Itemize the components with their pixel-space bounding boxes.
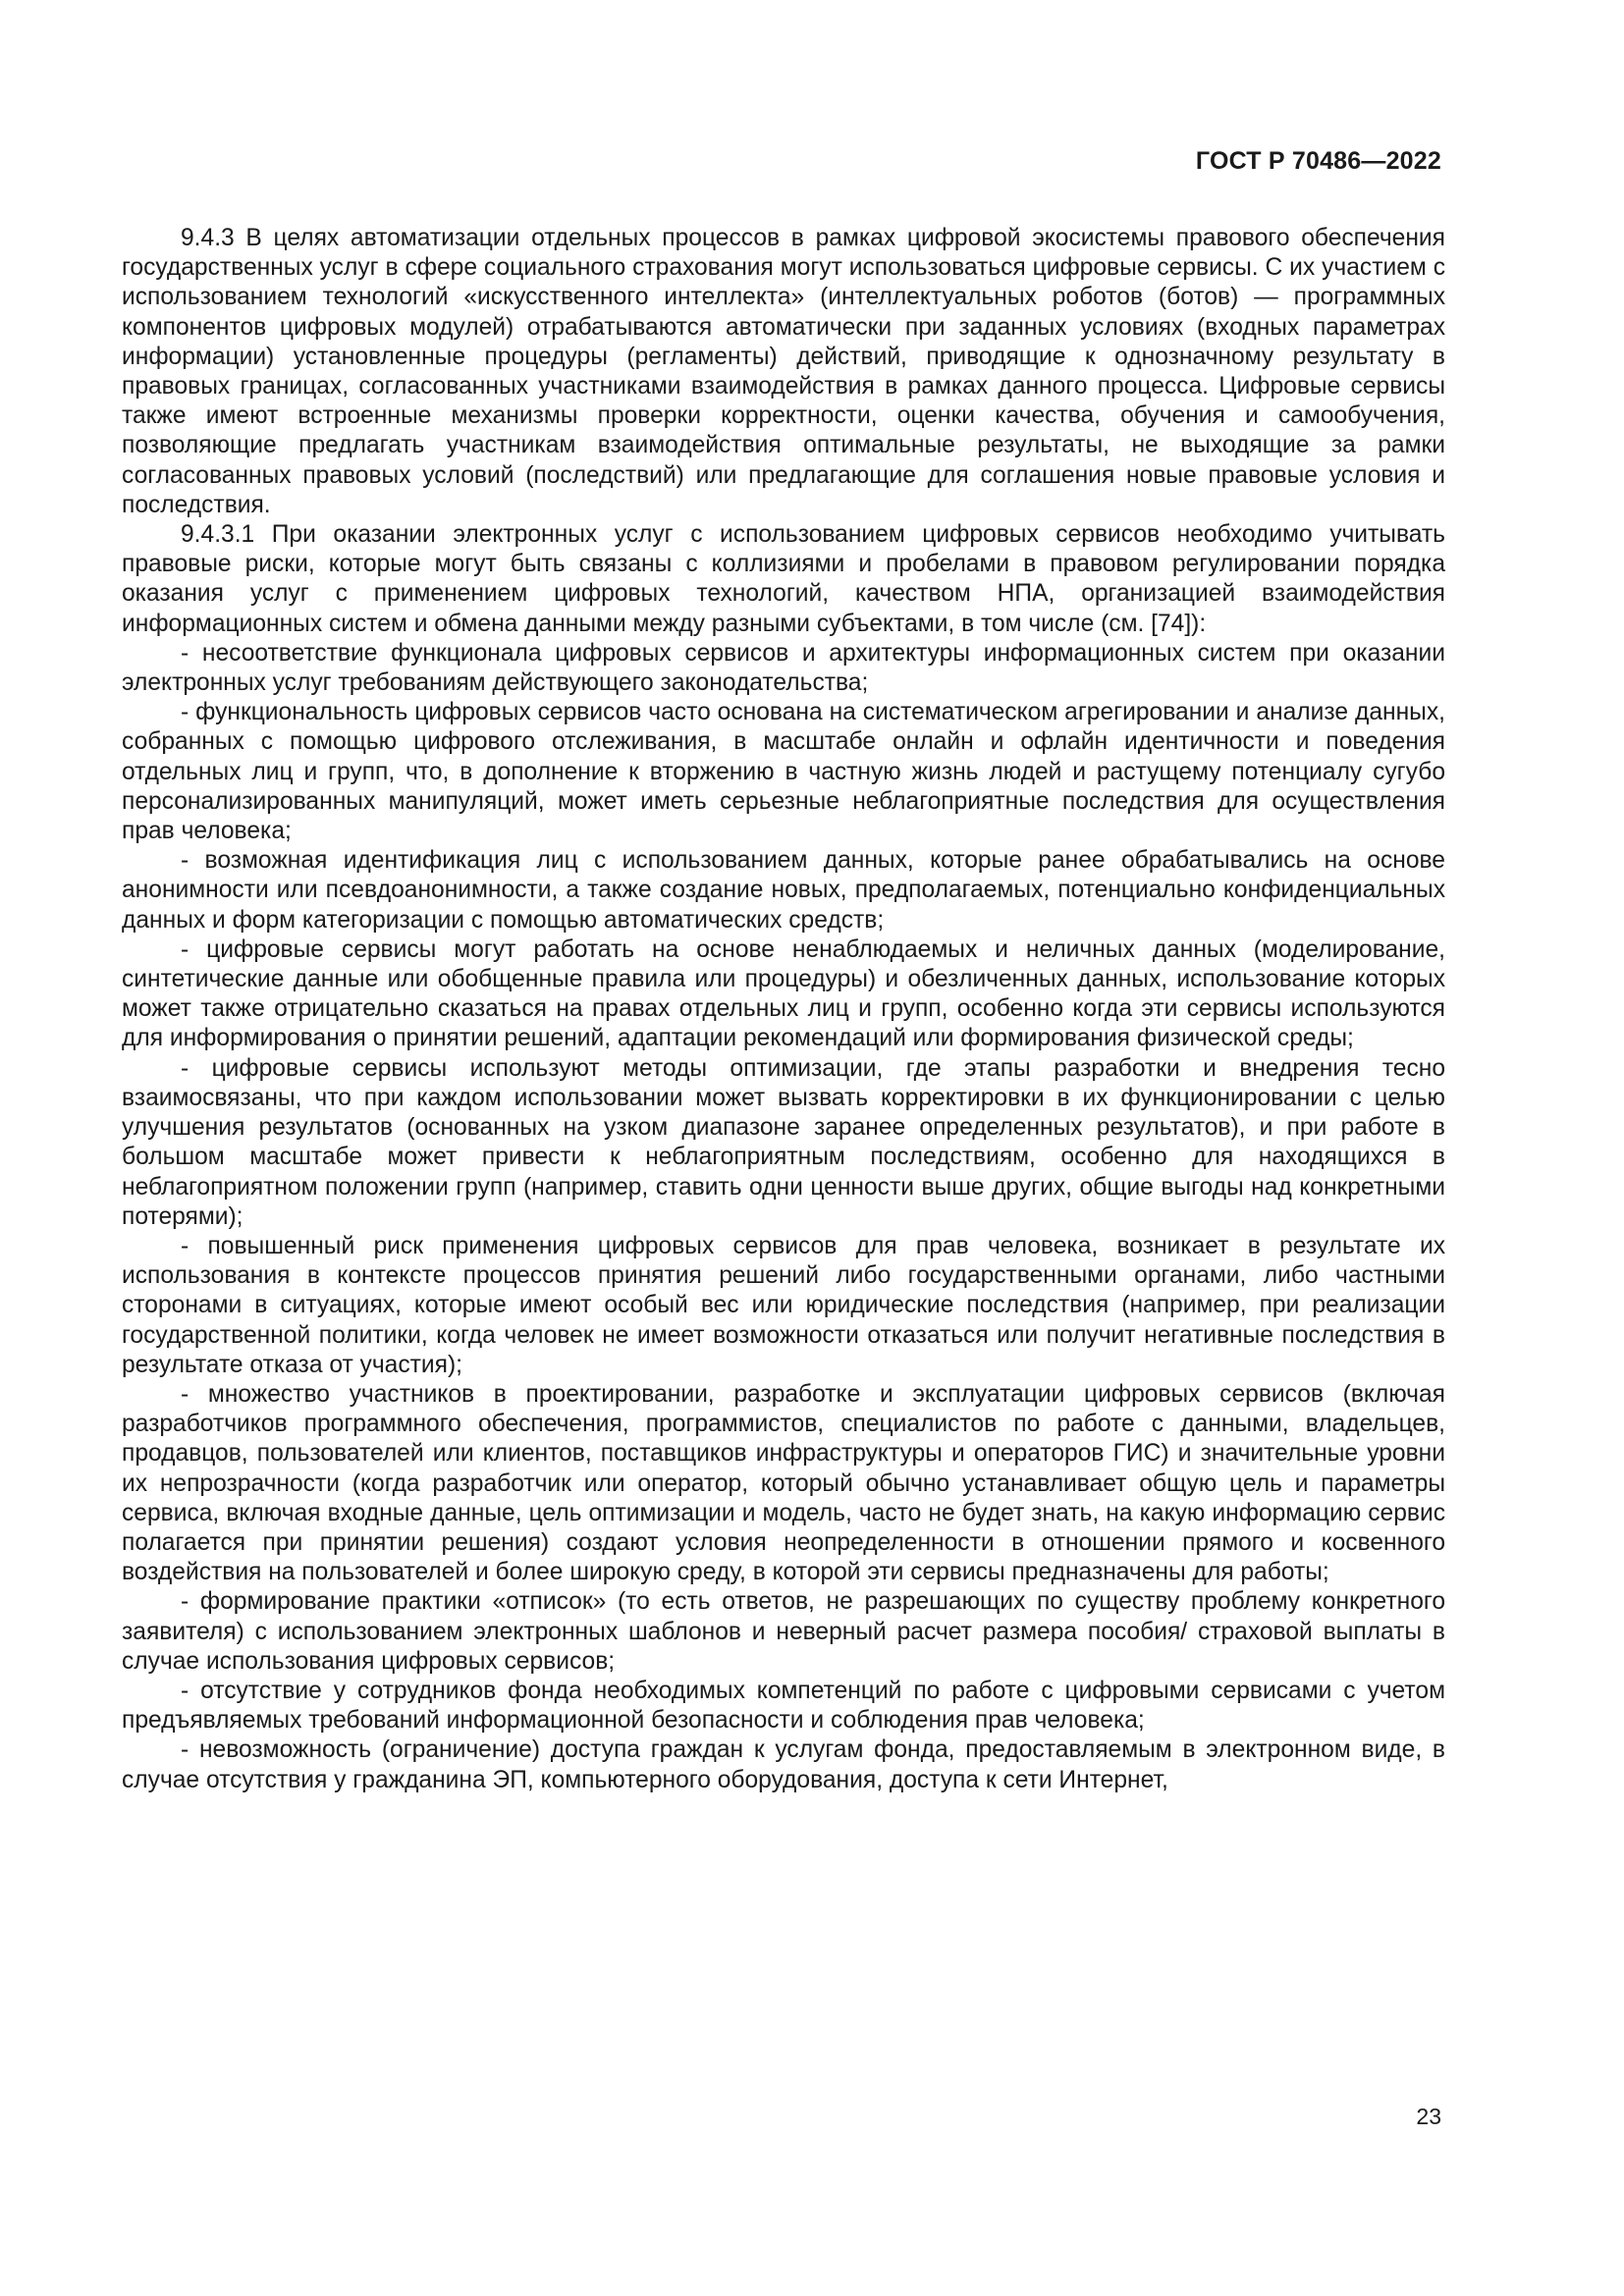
list-item: - возможная идентификация лиц с использованием данных, которые ранее обрабатывались на основе анонимности или псевдоанонимности, а также создание новых, предполагаемых, потенциально конфиденциальных данных и форм категоризации с помощью автоматических средств; <box>122 847 1445 934</box>
paragraph-9-4-3-1: 9.4.3.1 При оказании электронных услуг с использованием цифровых сервисов необходимо учитывать правовые риски, которые могут быть связаны с коллизиями и пробелами в правовом регулировании порядка оказания услуг с применением цифровых технологий, качеством НПА, организацией взаимодействия информационных систем и обмена данными между разными субъектами, в том числе (см. [74]): <box>122 521 1445 637</box>
list-item: - цифровые сервисы могут работать на основе ненаблюдаемых и неличных данных (моделирование, синтетические данные или обобщенные правила или процедуры) и обезличенных данных, использование которых может также отрицательно сказаться на правах отдельных лиц и групп, особенно когда эти сервисы используются для информирования о принятии решений, адаптации рекомендаций или формирования физической среды; <box>122 935 1445 1052</box>
list-item: - несоответствие функционала цифровых сервисов и архитектуры информационных систем при оказании электронных услуг требованиям действующего законодательства; <box>122 639 1445 697</box>
list-item: - функциональность цифровых сервисов часто основана на систематическом агрегировании и анализе данных, собранных с помощью цифрового отслеживания, в масштабе онлайн и офлайн идентичности и поведения отдельных лиц и групп, что, в дополнение к вторжению в частную жизнь людей и растущему потенциалу сугубо персонализированных манипуляций, может иметь серьезные неблагоприятные последствия для осуществления прав человека; <box>122 699 1445 845</box>
list-item: - невозможность (ограничение) доступа граждан к услугам фонда, предоставляемым в электронном виде, в случае отсутствия у гражданина ЭП, компьютерного оборудования, доступа к сети Интернет, <box>122 1736 1445 1793</box>
list-item: - формирование практики «отписок» (то есть ответов, не разрешающих по существу проблему конкретного заявителя) с использованием электронных шаблонов и неверный расчет размера пособия/ страховой выплаты в случае использования цифровых сервисов; <box>122 1588 1445 1675</box>
list-item: - повышенный риск применения цифровых сервисов для прав человека, возникает в результате их использования в контексте процессов принятия решений либо государственными органами, либо частными сторонами в ситуациях, которые имеют особый вес или юридические последствия (например, при реализации государственной политики, когда человек не имеет возможности отказаться или получит негативные последствия в результате отказа от участия); <box>122 1232 1445 1378</box>
document-body <box>122 224 1445 1795</box>
paragraph-9-4-3: 9.4.3 В целях автоматизации отдельных процессов в рамках цифровой экосистемы правового обеспечения государственных услуг в сфере социального страхования могут использоваться цифровые сервисы. С их участием с использованием технологий «искусственного интеллекта» (интеллектуальных роботов (ботов) — программных компонентов цифровых модулей) отрабатываются автоматически при заданных условиях (входных параметрах информации) установленные процедуры (регламенты) действий, приводящие к однозначному результату в правовых границах, согласованных участниками взаимодействия в рамках данного процесса. Цифровые сервисы также имеют встроенные механизмы проверки корректности, оценки качества, обучения и самообучения, позволяющие предлагать участникам взаимодействия оптимальные результаты, не выходящие за рамки согласованных правовых условий (последствий) или предлагающие для соглашения новые правовые условия и последствия. <box>122 225 1445 518</box>
list-item: - множество участников в проектировании, разработке и эксплуатации цифровых сервисов (включая разработчиков программного обеспечения, программистов, специалистов по работе с данными, владельцев, продавцов, пользователей или клиентов, поставщиков инфраструктуры и операторов ГИС) и значительные уровни их непрозрачности (когда разработчик или оператор, который обычно устанавливает общую цель и параметры сервиса, включая входные данные, цель оптимизации и модель, часто не будет знать, на какую информацию сервис полагается при принятии решения) создают условия неопределенности в отношении прямого и косвенного воздействия на пользователей и более широкую среду, в которой эти сервисы предназначены для работы; <box>122 1380 1445 1586</box>
list-item: - цифровые сервисы используют методы оптимизации, где этапы разработки и внедрения тесно взаимосвязаны, что при каждом использовании может вызвать корректировки в их функционировании с целью улучшения результатов (основанных на узком диапазоне заранее определенных результатов), и при работе в большом масштабе может привести к неблагоприятным последствиям, особенно для находящихся в неблагоприятном положении групп (например, ставить одни ценности выше других, общие выгоды над конкретными потерями); <box>122 1054 1445 1230</box>
document-header: ГОСТ Р 70486—2022 <box>1195 147 1441 175</box>
list-item: - отсутствие у сотрудников фонда необходимых компетенций по работе с цифровыми сервисами с учетом предъявляемых требований информационной безопасности и соблюдения прав человека; <box>122 1677 1445 1735</box>
page-number: 23 <box>1416 2104 1441 2129</box>
